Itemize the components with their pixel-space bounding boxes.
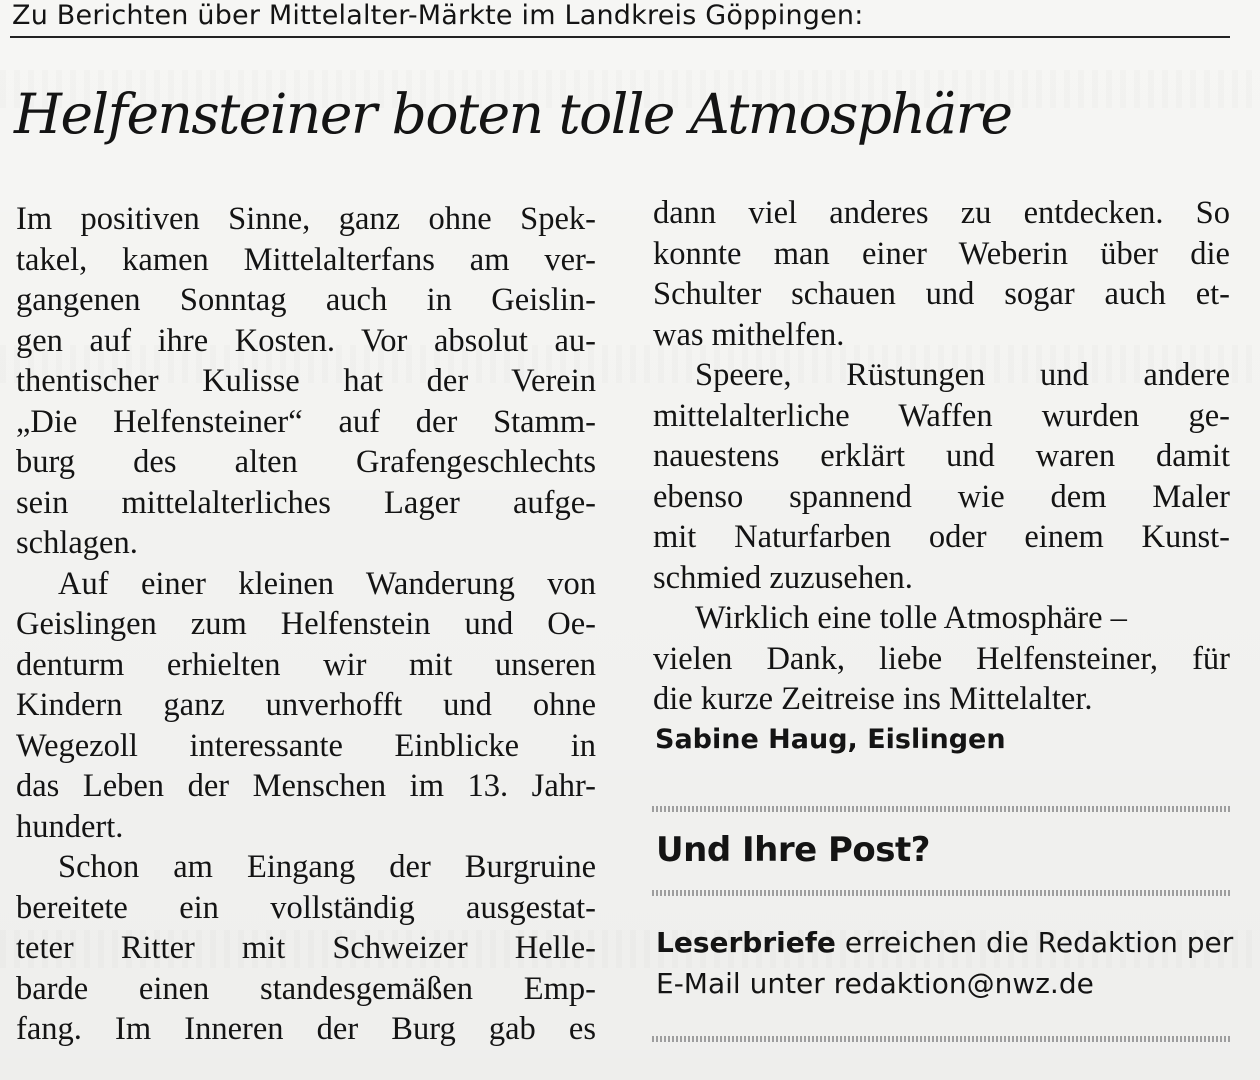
text-line: burg des alten Grafengeschlechts [16,444,596,480]
text-line: teter Ritter mit Schweizer Helle- [16,930,596,966]
text-line: die kurze Zeitreise ins Mittelalter. [653,681,1093,717]
text-line: gen auf ihre Kosten. Vor absolut au- [16,322,596,359]
kicker-divider [10,36,1230,38]
text-line: barde einen standesgemäßen Emp- [16,970,596,1007]
text-line: Schulter schauen und sogar auch et- [653,276,1230,312]
info-box-text [656,922,1234,1004]
text-line: schlagen. [16,525,138,561]
text-line: sein mittelalterliches Lager aufge- [16,484,596,521]
info-box-line-rest: erreichen die Redaktion per [835,926,1234,959]
text-line: vielen Dank, liebe Helfensteiner, für [653,640,1230,677]
text-line: ebenso spannend wie dem Maler [653,478,1230,515]
text-line: mittelalterliche Waffen wurden ge- [653,397,1230,434]
info-box-email-line: E-Mail unter redaktion@nwz.de [656,967,1094,1000]
text-line: denturm erhielten wir mit unseren [16,646,596,683]
dotted-divider [652,890,1230,896]
article-column-left [16,199,596,1050]
text-line: das Leben der Menschen im 13. Jahr- [16,768,596,804]
text-line: dann viel anderes zu entdecken. So [653,195,1230,231]
text-line: bereitete ein vollständig ausgestat- [16,889,596,926]
dotted-divider [652,1036,1230,1042]
info-box-lead: Leserbriefe [656,926,836,959]
text-line: thentischer Kulisse hat der Verein [16,363,596,399]
text-line: Wegezoll interessante Einblicke in [16,727,596,764]
text-line: gangenen Sonntag auch in Geislin- [16,282,596,318]
text-line: fang. Im Inneren der Burg gab es [16,1011,596,1047]
text-line: Kindern ganz unverhofft und ohne [16,687,596,723]
dotted-divider [652,806,1230,812]
text-line: mit Naturfarben oder einem Kunst- [653,519,1230,555]
info-box-title: Und Ihre Post? [656,830,930,870]
text-line: schmied zuzusehen. [653,559,913,596]
text-line: was mithelfen. [653,316,845,353]
text-line: takel, kamen Mittelalterfans am ver- [16,241,596,278]
text-line: Schon am Eingang der Burgruine [58,849,596,885]
text-line: Wirklich eine tolle Atmosphäre – [695,600,1127,636]
article-column-right [653,193,1230,720]
article-headline: Helfensteiner boten tolle Atmosphäre [14,82,1012,146]
text-line: Speere, Rüstungen und andere [695,357,1230,393]
text-line: Geislingen zum Helfenstein und Oe- [16,606,596,642]
text-line: „Die Helfensteiner“ auf der Stamm- [16,403,596,440]
text-line: nauestens erklärt und waren damit [653,438,1230,474]
letter-signature: Sabine Haug, Eislingen [655,724,1006,755]
text-line: Auf einer kleinen Wanderung von [58,565,596,602]
text-line: hundert. [16,808,124,845]
text-line: Im positiven Sinne, ganz ohne Spek- [16,201,596,237]
text-line: konnte man einer Weberin über die [653,235,1230,272]
info-box-line [656,922,1234,963]
article-kicker: Zu Berichten über Mittelalter-Märkte im Landkreis Göppingen: [12,0,864,31]
